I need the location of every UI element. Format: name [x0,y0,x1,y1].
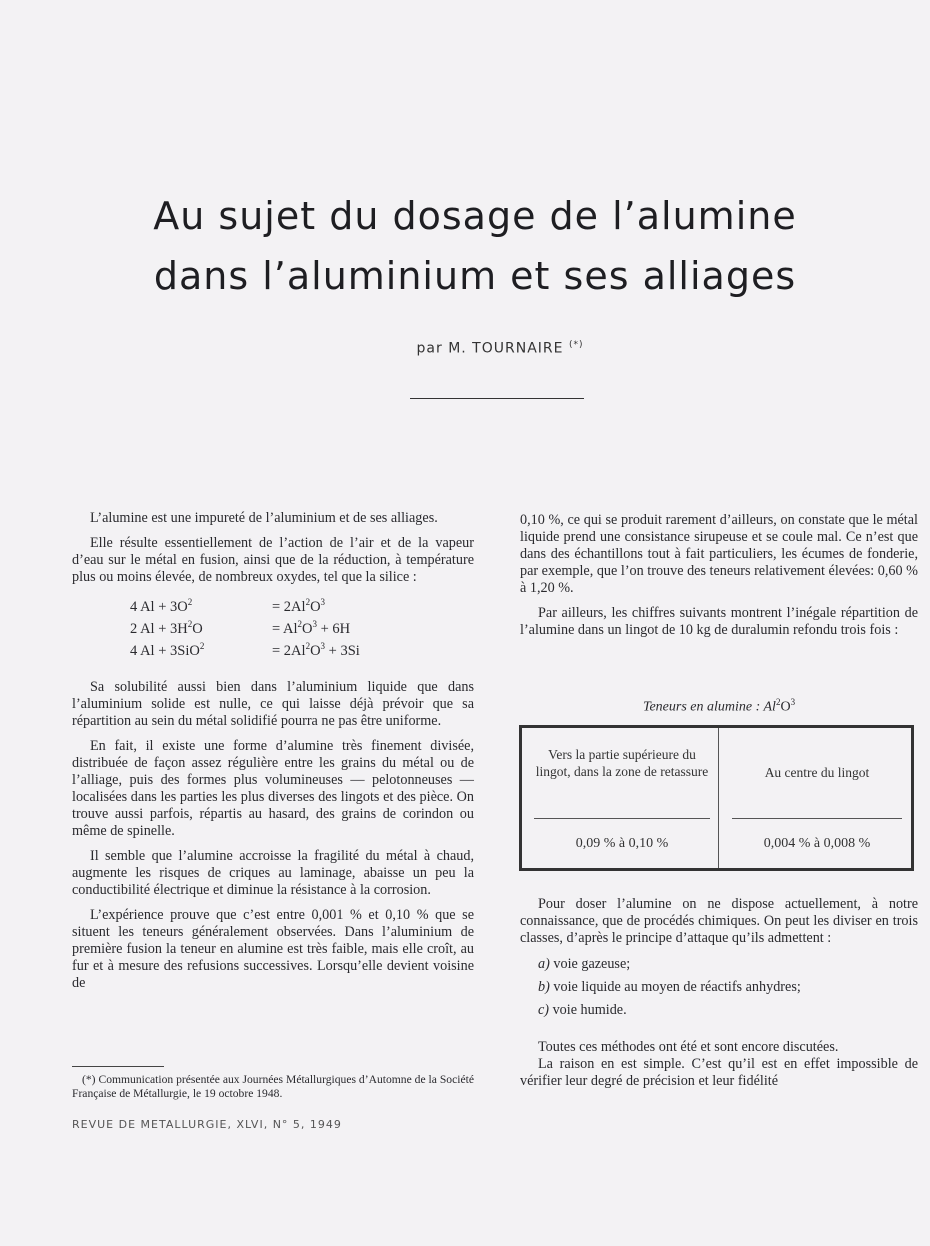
footnote-mark: (*) [568,340,584,350]
list-item: a) voie gazeuse; [538,956,631,972]
table-value-top-zone: 0,09 % à 0,10 % [575,836,669,851]
title-line-1: Au sujet du dosage de l’alumine [153,194,797,238]
right-column-lower [520,896,918,1099]
table-rule [732,818,902,819]
paragraph: L’alumine est une impureté de l’aluminium et de ses alliages. [90,510,438,526]
paragraph: La raison en est simple. C’est qu’il est en effet impossible de vérifier leur degré de précision et leur fidélité [520,1056,918,1089]
paragraph: Toutes ces méthodes ont été et sont encore discutées. [538,1039,839,1055]
footnote-rule [72,1066,164,1067]
equation-row: 2 $Al + 3H^2O$ = $Al^2O^3 + 6H$ [130,618,351,637]
table-header-center: Au centre du lingot [764,765,870,780]
article-title [60,186,890,306]
list-item: c) voie humide. [538,1002,627,1018]
title-line-2: dans l’aluminium et ses alliages [153,254,797,298]
paragraph: Elle résulte essentiellement de l’action de l’air et de la vapeur d’eau sur le métal en fusion, ainsi que de la réduction, à température plus ou moins élevée, de nombreux oxydes, tel que la silice : [72,535,474,585]
footnote: (*) Communication présentée aux Journées Métallurgiques d’Automne de la Société Française de Métallurgie, le 19 octobre 1948. [72,1073,474,1100]
paragraph: 0,10 %, ce qui se produit rarement d’ailleurs, on constate que le métal liquide prend une consistance sirupeuse et se coule mal. Ce n’est que dans des échantillons tout à fait particuliers, les écumes de fonderie, par exemple, que l’on trouve des teneurs relativement élevées: 0,60 % à 1,20 %. [520,512,918,596]
paragraph: Sa solubilité aussi bien dans l’aluminium liquide que dans l’aluminium solide est nulle, ce qui laisse déjà prévoir que sa répartition au sein du métal solidifié pourra ne pas être uniforme. [72,679,474,730]
paragraph: Il semble que l’alumine accroisse la fragilité du métal à chaud, augmente les risques de criques au laminage, abaisse un peu la conductibilité électrique et diminue la résistance à la corrosion. [72,848,474,899]
paragraph: Pour doser l’alumine on ne dispose actuellement, à notre connaissance, que de procédés chimiques. On peut les diviser en trois classes, d’après le principe d’attaque qu’ils admettent : [520,896,918,946]
journal-reference: REVUE DE METALLURGIE, XLVI, N° 5, 1949 [72,1118,342,1131]
title-rule [410,398,584,399]
right-column [520,512,918,647]
equation-row: 4 Al + 3SiO$^2$ = $2Al^2O^3 + 3Si$ [130,640,360,659]
equation-block [130,594,474,659]
table-divider [718,728,719,868]
paragraph: Par ailleurs, les chiffres suivants montrent l’inégale répartition de l’alumine dans un lingot de 10 kg de duralumin refondu trois fois : [520,605,918,638]
paragraph: En fait, il existe une forme d’alumine très finement divisée, distribuée de façon assez régulière entre les grains du métal ou de l’alliage, puis des formes plus volumineuses — pelotonneuses — localisées dans les parties les plus diverses des lingots et des pièce. On trouve aussi parfois, répartis au hasard, des grains de corindon ou même de spinelle. [72,738,474,840]
list-item: b) voie liquide au moyen de réactifs anhydres; [538,979,801,995]
left-column [72,510,474,1000]
equation-row: 4 $Al + 3O^2$ = $2Al^2O^3$ [130,597,326,615]
table-caption: Teneurs en alumine : $Al^2O^3$ [642,697,796,715]
author-byline [300,340,700,357]
table-header-top-zone: Vers la partie supérieure du lingot, dans la zone de retassure [535,747,709,779]
author-name: par M. TOURNAIRE [416,340,564,357]
table-value-center: 0,004 % à 0,008 % [763,836,871,851]
paragraph: L’expérience prouve que c’est entre 0,001 % et 0,10 % que se situent les teneurs généralement observées. Dans l’aluminium de première fusion la teneur en alumine est très faible, mais elle croît, au fur et à mesure des refusions successives. Lorsqu’elle devient voisine de [72,907,474,992]
alumina-table [519,725,914,871]
table-rule [534,818,710,819]
